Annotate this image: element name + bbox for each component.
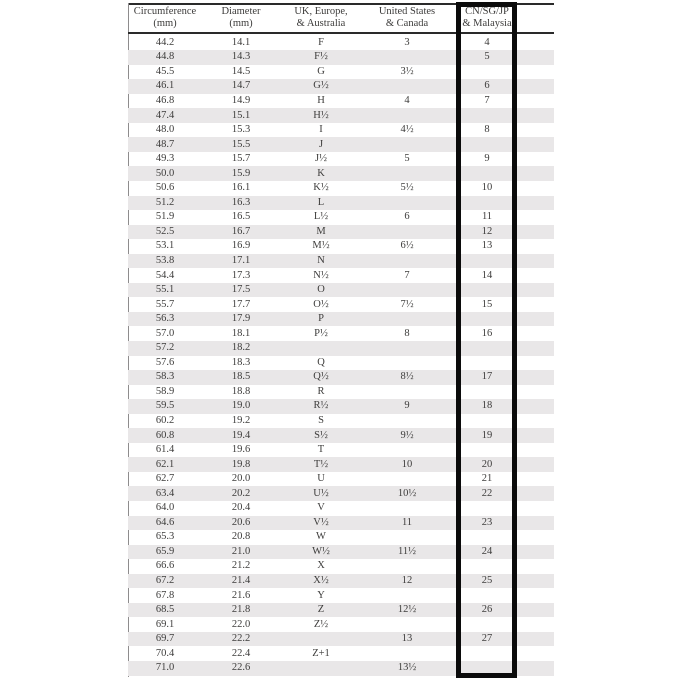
cell-circumference: 61.4 <box>155 444 175 456</box>
cell-circumference: 70.4 <box>155 647 175 659</box>
cell-cn-size: 24 <box>481 545 493 557</box>
cell-circumference: 48.0 <box>155 124 175 136</box>
table-row <box>128 574 554 589</box>
cell-uk-size: K½ <box>313 182 329 194</box>
table-row <box>128 326 554 341</box>
cell-circumference: 50.0 <box>155 167 175 179</box>
table-row <box>128 443 554 458</box>
cell-uk-size: Q½ <box>313 371 329 383</box>
cell-diameter: 21.4 <box>231 575 251 586</box>
cell-diameter: 18.8 <box>231 385 251 397</box>
cell-circumference: 53.8 <box>155 254 175 266</box>
cell-cn-size: 8 <box>484 124 490 136</box>
header-line: United States <box>378 6 436 17</box>
cell-us-size: 6 <box>404 211 410 223</box>
cell-uk-size: R½ <box>313 400 329 412</box>
table-row <box>128 225 554 240</box>
cell-us-size: 3 <box>404 36 410 48</box>
cell-diameter: 14.5 <box>231 65 251 77</box>
table-row <box>128 196 554 211</box>
table-row <box>128 108 554 123</box>
cell-circumference: 69.7 <box>155 633 175 645</box>
cell-diameter: 16.1 <box>231 182 251 194</box>
table-row <box>128 457 554 472</box>
table-row <box>128 312 554 327</box>
cell-circumference: 49.3 <box>155 153 175 165</box>
cell-circumference: 64.6 <box>155 516 175 528</box>
cell-circumference: 45.5 <box>155 65 175 77</box>
cell-diameter: 14.9 <box>231 94 251 106</box>
cell-uk-size: Y <box>317 589 325 601</box>
cell-us-size: 4 <box>404 94 410 106</box>
cell-uk-size: L <box>317 196 325 208</box>
cell-uk-size: L½ <box>313 211 329 223</box>
cell-diameter: 21.0 <box>231 545 251 557</box>
cell-us-size: 4½ <box>400 124 414 136</box>
table-row <box>128 210 554 225</box>
table-row <box>128 385 554 400</box>
cell-cn-size: 12 <box>481 225 493 237</box>
cell-diameter: 20.8 <box>231 531 251 543</box>
cell-circumference: 63.4 <box>155 487 175 499</box>
table-row <box>128 646 554 661</box>
cell-circumference: 57.0 <box>155 327 175 339</box>
cell-circumference: 52.5 <box>155 225 175 237</box>
cell-circumference: 69.1 <box>155 618 175 630</box>
cell-cn-size: 14 <box>481 269 493 281</box>
cell-cn-size: 22 <box>481 487 493 499</box>
table-row <box>128 486 554 501</box>
cell-uk-size: X <box>317 560 325 572</box>
cell-cn-size: 23 <box>481 516 493 528</box>
header-line: (mm) <box>153 17 177 29</box>
cell-diameter: 22.4 <box>231 647 251 659</box>
table-row <box>128 283 554 298</box>
cell-circumference: 68.5 <box>155 604 175 616</box>
cell-diameter: 19.2 <box>231 414 251 426</box>
cell-circumference: 53.1 <box>155 240 175 252</box>
cell-cn-size: 17 <box>481 371 493 383</box>
cell-us-size: 9 <box>404 400 410 412</box>
cell-cn-size: 16 <box>481 327 493 339</box>
cell-diameter: 19.8 <box>231 458 251 470</box>
table-row <box>128 617 554 632</box>
cell-diameter: 15.9 <box>231 167 251 179</box>
cell-cn-size: 26 <box>481 604 493 616</box>
table-row <box>128 588 554 603</box>
header-filler <box>522 6 554 29</box>
cell-diameter: 14.7 <box>231 80 251 92</box>
cell-us-size: 5 <box>404 153 410 165</box>
cell-circumference: 47.4 <box>155 109 175 121</box>
cell-circumference: 58.3 <box>155 371 175 383</box>
cell-diameter: 15.7 <box>231 153 251 165</box>
cell-circumference: 57.6 <box>155 356 175 368</box>
cell-diameter: 19.6 <box>231 444 251 456</box>
cell-circumference: 57.2 <box>155 342 175 354</box>
ring-size-conversion-table <box>128 0 554 680</box>
column-header-uk-europe-australia <box>280 6 362 29</box>
cell-us-size: 11½ <box>398 545 416 557</box>
cell-diameter: 16.5 <box>231 211 251 223</box>
cell-circumference: 48.7 <box>155 138 175 150</box>
table-row <box>128 661 554 676</box>
cell-diameter: 14.3 <box>231 51 251 63</box>
cell-circumference: 59.5 <box>155 400 175 412</box>
cell-uk-size: Z+1 <box>312 647 330 659</box>
cell-us-size: 12½ <box>397 604 417 616</box>
cell-diameter: 17.5 <box>231 284 251 296</box>
cell-uk-size: V½ <box>313 516 329 528</box>
cell-diameter: 19.0 <box>231 400 251 412</box>
cell-diameter: 21.8 <box>231 604 251 616</box>
table-row <box>128 239 554 254</box>
cell-diameter: 20.6 <box>231 516 251 528</box>
cell-uk-size: P½ <box>314 327 328 339</box>
cell-us-size: 7 <box>404 269 410 281</box>
header-line: UK, Europe, <box>294 6 348 17</box>
cell-uk-size: G½ <box>313 80 329 92</box>
table-row <box>128 123 554 138</box>
table-row <box>128 94 554 109</box>
cell-diameter: 22.6 <box>231 662 251 674</box>
cell-diameter: 17.3 <box>231 269 251 281</box>
table-row <box>128 50 554 65</box>
cell-cn-size: 7 <box>484 94 490 106</box>
cell-circumference: 56.3 <box>155 313 175 325</box>
cell-uk-size: T½ <box>313 458 329 470</box>
cell-circumference: 51.9 <box>155 211 175 223</box>
cell-diameter: 17.9 <box>231 313 251 325</box>
cell-uk-size: O <box>317 284 325 296</box>
cell-uk-size: R <box>317 385 325 397</box>
header-line: & Canada <box>385 17 429 29</box>
table-row <box>128 399 554 414</box>
cell-diameter: 18.2 <box>231 342 251 354</box>
cell-uk-size: P <box>318 313 324 325</box>
cell-us-size: 8½ <box>400 371 414 383</box>
cell-uk-size: J½ <box>315 153 327 165</box>
cell-diameter: 20.2 <box>231 487 251 499</box>
cell-cn-size: 5 <box>484 51 490 63</box>
cell-circumference: 65.9 <box>155 545 175 557</box>
cell-uk-size: M½ <box>312 240 330 252</box>
cell-uk-size: N <box>317 254 325 266</box>
column-header-circumference <box>128 6 202 29</box>
cell-diameter: 22.2 <box>231 633 251 645</box>
cell-cn-size: 13 <box>481 240 493 252</box>
cell-circumference: 66.6 <box>155 560 175 572</box>
cell-circumference: 67.2 <box>155 575 175 586</box>
cell-us-size: 13 <box>401 633 413 645</box>
cell-uk-size: X½ <box>313 575 329 586</box>
cell-cn-size: 4 <box>484 36 490 48</box>
cell-circumference: 62.7 <box>155 473 175 485</box>
table-row <box>128 501 554 516</box>
cell-diameter: 21.2 <box>231 560 251 572</box>
cell-uk-size: V <box>317 502 325 514</box>
cell-diameter: 15.1 <box>231 109 251 121</box>
table-row <box>128 632 554 647</box>
table-row <box>128 428 554 443</box>
cell-cn-size: 11 <box>481 211 493 223</box>
table-row <box>128 65 554 80</box>
table-row <box>128 603 554 618</box>
column-header-us-canada <box>362 6 452 29</box>
header-line: & Australia <box>296 17 346 29</box>
cell-diameter: 16.7 <box>231 225 251 237</box>
cell-diameter: 20.0 <box>231 473 251 485</box>
column-header-diameter <box>202 6 280 29</box>
cell-cn-size: 19 <box>481 429 493 441</box>
cell-uk-size: H <box>317 94 325 106</box>
header-line: Circumference <box>133 6 197 17</box>
cell-cn-size: 20 <box>481 458 493 470</box>
cell-diameter: 20.4 <box>231 502 251 514</box>
cell-circumference: 71.0 <box>155 662 175 674</box>
cell-diameter: 15.3 <box>231 124 251 136</box>
cell-us-size: 8 <box>404 327 410 339</box>
table-row <box>128 254 554 269</box>
cell-uk-size: S½ <box>314 429 328 441</box>
cell-circumference: 46.8 <box>155 94 175 106</box>
cell-uk-size: T <box>317 444 325 456</box>
table-row <box>128 268 554 283</box>
cell-circumference: 50.6 <box>155 182 175 194</box>
table-body <box>128 36 554 676</box>
table-row <box>128 181 554 196</box>
cell-circumference: 64.0 <box>155 502 175 514</box>
cell-uk-size: Q <box>317 356 325 368</box>
table-row <box>128 152 554 167</box>
table-row <box>128 472 554 487</box>
cell-cn-size: 9 <box>484 153 490 165</box>
cell-diameter: 18.5 <box>231 371 251 383</box>
cell-cn-size: 10 <box>481 182 493 194</box>
cell-diameter: 15.5 <box>231 138 251 150</box>
cell-uk-size: S <box>318 414 324 426</box>
cell-circumference: 67.8 <box>155 589 175 601</box>
cell-cn-size: 21 <box>481 473 493 485</box>
header-line: CN/SG/JP <box>465 6 509 17</box>
cell-us-size: 3½ <box>400 65 414 77</box>
cell-uk-size: J <box>318 138 324 150</box>
cell-us-size: 10 <box>401 458 413 470</box>
cell-diameter: 21.6 <box>231 589 251 601</box>
cell-diameter: 17.1 <box>231 254 251 266</box>
cell-circumference: 58.9 <box>155 385 175 397</box>
cell-uk-size: N½ <box>313 269 329 281</box>
header-line: & Malaysia <box>462 17 512 29</box>
table-top-rule <box>128 3 554 5</box>
table-row <box>128 516 554 531</box>
cell-uk-size: I <box>319 124 323 136</box>
table-row <box>128 414 554 429</box>
table-row <box>128 545 554 560</box>
cell-circumference: 60.2 <box>155 414 175 426</box>
cell-us-size: 13½ <box>397 662 417 674</box>
cell-diameter: 17.7 <box>231 298 251 310</box>
cell-diameter: 18.1 <box>231 327 251 339</box>
cell-uk-size: U½ <box>313 487 329 499</box>
cell-uk-size: K <box>317 167 325 179</box>
cell-diameter: 16.9 <box>231 240 251 252</box>
cell-uk-size: O½ <box>313 298 329 310</box>
cell-diameter: 14.1 <box>231 36 251 48</box>
cell-diameter: 22.0 <box>231 618 251 630</box>
cell-us-size: 7½ <box>400 298 414 310</box>
table-row <box>128 370 554 385</box>
table-header-rule <box>128 32 554 34</box>
table-row <box>128 137 554 152</box>
cell-uk-size: W½ <box>312 545 330 557</box>
cell-circumference: 44.8 <box>155 51 175 63</box>
cell-cn-size: 27 <box>481 633 493 645</box>
cell-diameter: 19.4 <box>231 429 251 441</box>
table-row <box>128 36 554 51</box>
cell-us-size: 12 <box>401 575 413 586</box>
cell-us-size: 5½ <box>400 182 414 194</box>
cell-circumference: 54.4 <box>155 269 175 281</box>
cell-uk-size: U <box>317 473 325 485</box>
cell-diameter: 16.3 <box>231 196 251 208</box>
cell-diameter: 18.3 <box>231 356 251 368</box>
cell-circumference: 51.2 <box>155 196 175 208</box>
table-row <box>128 559 554 574</box>
cell-circumference: 55.1 <box>155 284 175 296</box>
cell-uk-size: Z <box>317 604 325 616</box>
cell-uk-size: F½ <box>314 51 328 63</box>
table-row <box>128 297 554 312</box>
cell-circumference: 60.8 <box>155 429 175 441</box>
cell-cn-size: 6 <box>484 80 490 92</box>
cell-circumference: 65.3 <box>155 531 175 543</box>
cell-uk-size: Z½ <box>313 618 329 630</box>
table-row <box>128 341 554 356</box>
cell-us-size: 9½ <box>400 429 414 441</box>
cell-uk-size: H½ <box>313 109 329 121</box>
cell-uk-size: M <box>316 225 326 237</box>
table-row <box>128 356 554 371</box>
cell-us-size: 6½ <box>400 240 414 252</box>
cell-us-size: 11 <box>401 516 413 528</box>
cell-uk-size: F <box>318 36 324 48</box>
table-header-row <box>128 6 554 29</box>
header-line: Diameter <box>221 6 261 17</box>
table-row <box>128 166 554 181</box>
column-header-cn-sg-jp-malaysia <box>452 6 522 29</box>
cell-cn-size: 18 <box>481 400 493 412</box>
cell-uk-size: G <box>317 65 325 77</box>
cell-uk-size: W <box>316 531 326 543</box>
table-row <box>128 79 554 94</box>
cell-circumference: 46.1 <box>155 80 175 92</box>
cell-circumference: 55.7 <box>155 298 175 310</box>
cell-us-size: 10½ <box>397 487 417 499</box>
cell-cn-size: 15 <box>481 298 493 310</box>
header-line: (mm) <box>229 17 253 29</box>
cell-cn-size: 25 <box>481 575 493 586</box>
table-row <box>128 530 554 545</box>
cell-circumference: 44.2 <box>155 36 175 48</box>
cell-circumference: 62.1 <box>155 458 175 470</box>
